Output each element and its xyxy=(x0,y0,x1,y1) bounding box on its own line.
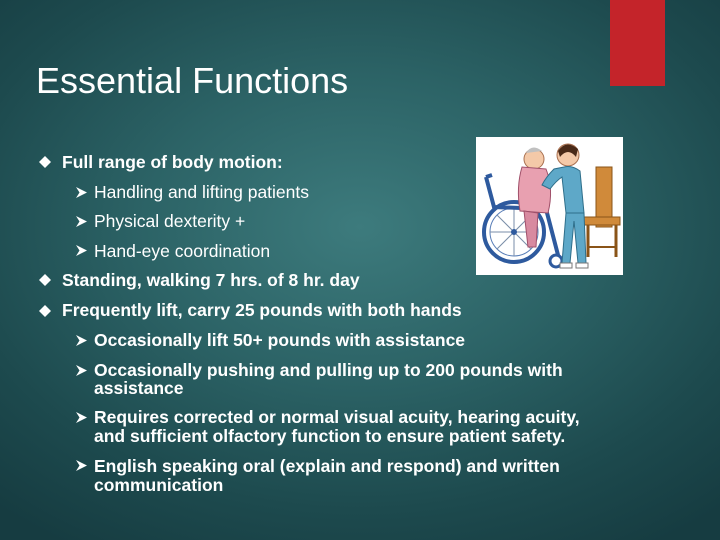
sub-bullet-text-continued: assistance xyxy=(94,378,184,398)
arrowhead-bullet-icon xyxy=(76,335,87,346)
sub-bullet-text: English speaking oral (explain and respond) and written xyxy=(94,456,560,476)
sub-bullet-text-continued: communication xyxy=(94,475,224,495)
slide-title: Essential Functions xyxy=(36,60,349,101)
sub-bullet-text: Hand-eye coordination xyxy=(94,241,271,261)
sub-bullet-text-continued: and sufficient olfactory function to ensure patient safety. xyxy=(94,426,566,446)
bullet-text: Frequently lift, carry 25 pounds with both hands xyxy=(62,300,462,320)
arrowhead-bullet-icon xyxy=(76,365,87,376)
arrowhead-bullet-icon xyxy=(76,216,87,227)
sub-bullet-text: Handling and lifting patients xyxy=(94,182,310,202)
arrowhead-bullet-icon xyxy=(76,412,87,423)
sub-bullet-text: Occasionally pushing and pulling up to 200 pounds with xyxy=(94,360,563,380)
sub-bullet-text: Requires corrected or normal visual acuity, hearing acuity, xyxy=(94,407,580,427)
diamond-bullet-icon xyxy=(39,156,51,168)
arrowhead-bullet-icon xyxy=(76,460,87,471)
illustration xyxy=(476,137,623,275)
bullet-text: Standing, walking 7 hrs. of 8 hr. day xyxy=(62,270,360,290)
arrowhead-bullet-icon xyxy=(76,245,87,256)
diamond-bullet-icon xyxy=(39,305,51,317)
sub-bullet-text: Occasionally lift 50+ pounds with assistance xyxy=(94,330,466,350)
nurse-helping-patient-from-wheelchair-icon xyxy=(476,137,623,275)
bullet-text: Full range of body motion: xyxy=(62,152,283,172)
arrowhead-bullet-icon xyxy=(76,187,87,198)
diamond-bullet-icon xyxy=(39,274,51,286)
sub-bullet-text: Physical dexterity + xyxy=(94,211,246,231)
